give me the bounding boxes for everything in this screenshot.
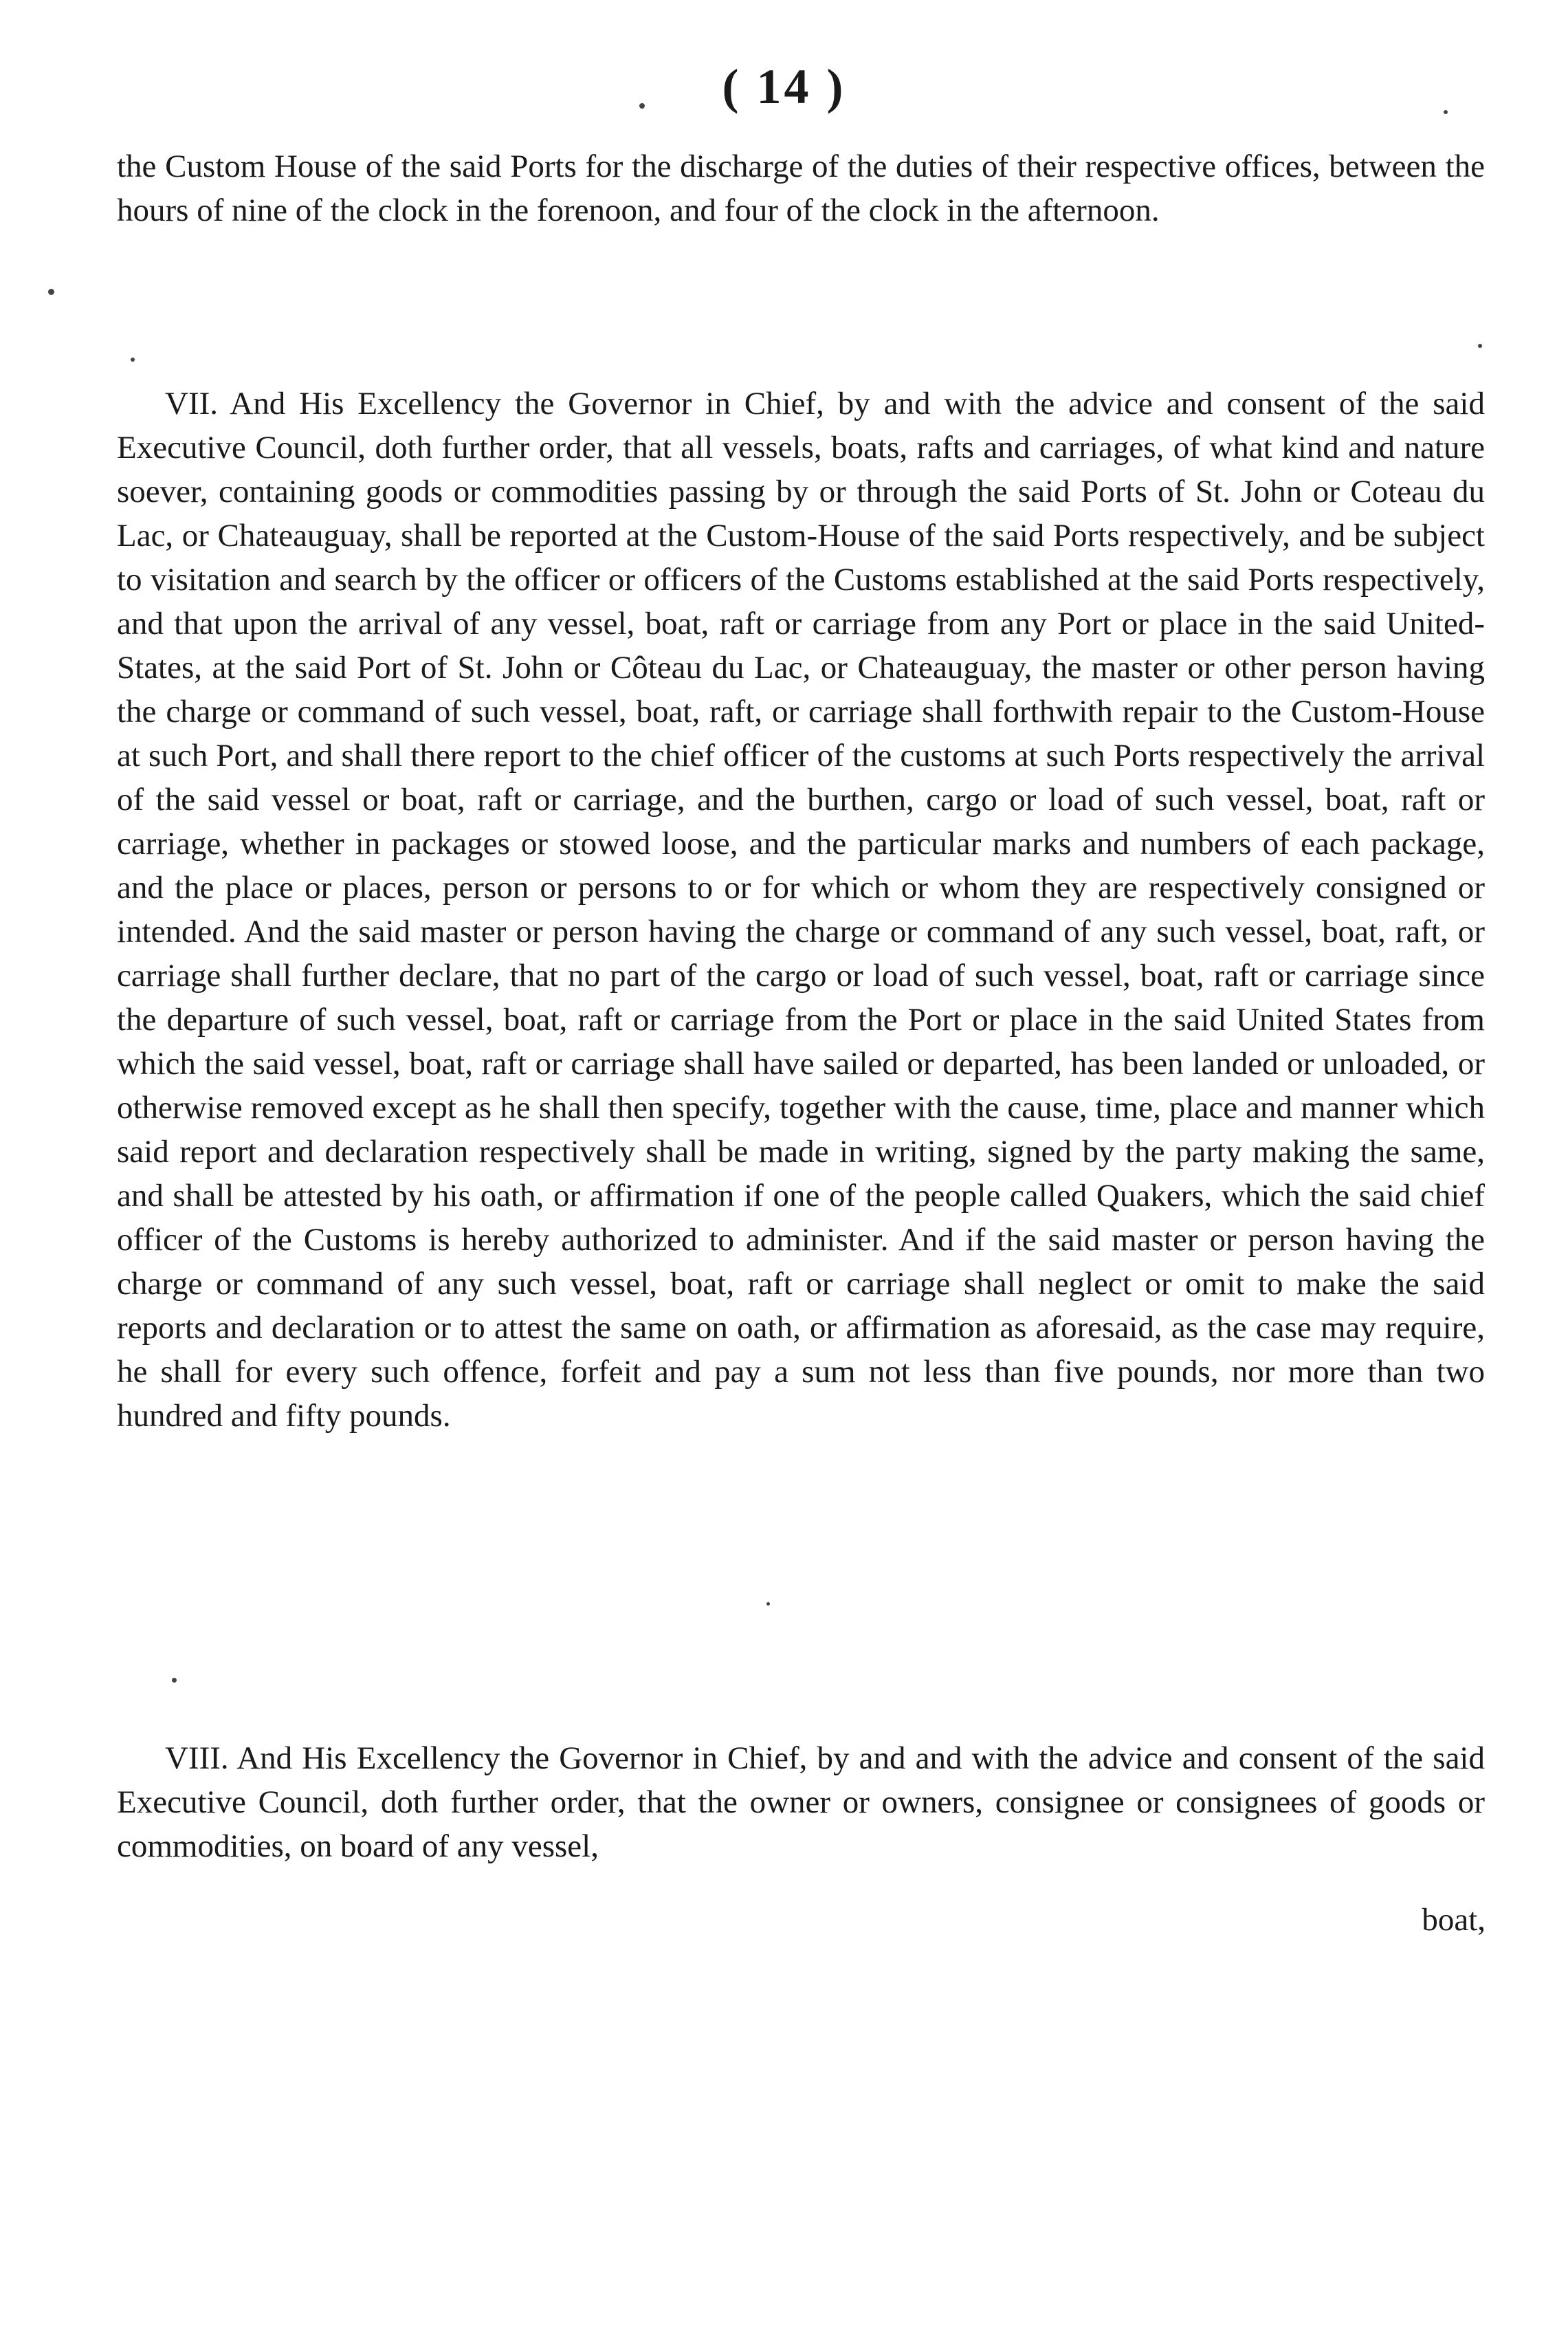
section-vii-block <box>117 382 1485 1438</box>
section-viii-numeral: VIII. <box>165 1740 229 1776</box>
ink-speck <box>1478 344 1482 348</box>
section-vii-paragraph <box>117 382 1485 1438</box>
ink-speck <box>172 1678 177 1683</box>
section-vii-text: And His Excellency the Governor in Chief, by and with the advice and consent of the said Executive Council, doth further order, that all vessels, boats, rafts and carriages, of what kind and nature soever, containing goods or commodities passing by or through the said Ports of St. John or Coteau du Lac, or Chateauguay, shall be reported at the Custom-House of the said Ports respectively, and be subject to visitation and search by the officer or officers of the Customs established at the said Ports respectively, and that upon the arrival of any vessel, boat, raft or carriage from any Port or place in the said United-States, at the said Port of St. John or Côteau du Lac, or Chateauguay, the master or other person having the charge or command of such vessel, boat, raft, or carriage shall forthwith repair to the Custom-House at such Port, and shall there report to the chief officer of the customs at such Ports respectively the arrival of the said vessel or boat, raft or carriage, and the burthen, cargo or load of such vessel, boat, raft or carriage, whether in packages or stowed loose, and the particular marks and numbers of each package, and the place or places, person or persons to or for which or whom they are respectively consigned or intended. And the said master or person having the charge or command of any such vessel, boat, raft, or carriage shall further declare, that no part of the cargo or load of such vessel, boat, raft or carriage since the departure of such vessel, boat, raft or carriage from the Port or place in the said United States from which the said vessel, boat, raft or carriage shall have sailed or departed, has been landed or unloaded, or otherwise removed except as he shall then specify, together with the cause, time, place and manner which said report and declaration respectively shall be made in writing, signed by the party making the same, and shall be attested by his oath, or affirmation if one of the people called Quakers, which the said chief officer of the Customs is hereby authorized to administer. And if the said master or person having the charge or command of any such vessel, boat, raft or carriage shall neglect or omit to make the said reports and declaration or to attest the same on oath, or affirmation as aforesaid, as the case may require, he shall for every such offence, forfeit and pay a sum not less than five pounds, nor more than two hundred and fifty pounds. <box>117 386 1485 1434</box>
section-viii-text: And His Excellency the Governor in Chief, by and and with the advice and consent of the said Executive Council, doth further order, that the owner or owners, consignee or consignees of goods or commodities, on board of any vessel, <box>117 1740 1485 1864</box>
ink-speck <box>1444 110 1448 114</box>
continuation-paragraph: the Custom House of the said Ports for the discharge of the duties of their respective offices, between the hours of nine of the clock in the forenoon, and four of the clock in the afternoon. <box>117 149 1485 228</box>
ink-speck <box>639 103 645 109</box>
section-vii-numeral: VII. <box>165 386 218 422</box>
section-viii-paragraph <box>117 1736 1485 1868</box>
page-number: ( 14 ) <box>722 59 846 114</box>
ink-speck <box>766 1602 770 1606</box>
catchword: boat, <box>1422 1902 1486 1938</box>
ink-speck <box>131 358 135 362</box>
ink-speck <box>48 289 54 295</box>
section-viii-block <box>117 1736 1485 1868</box>
continuation-paragraph-block <box>117 144 1485 232</box>
